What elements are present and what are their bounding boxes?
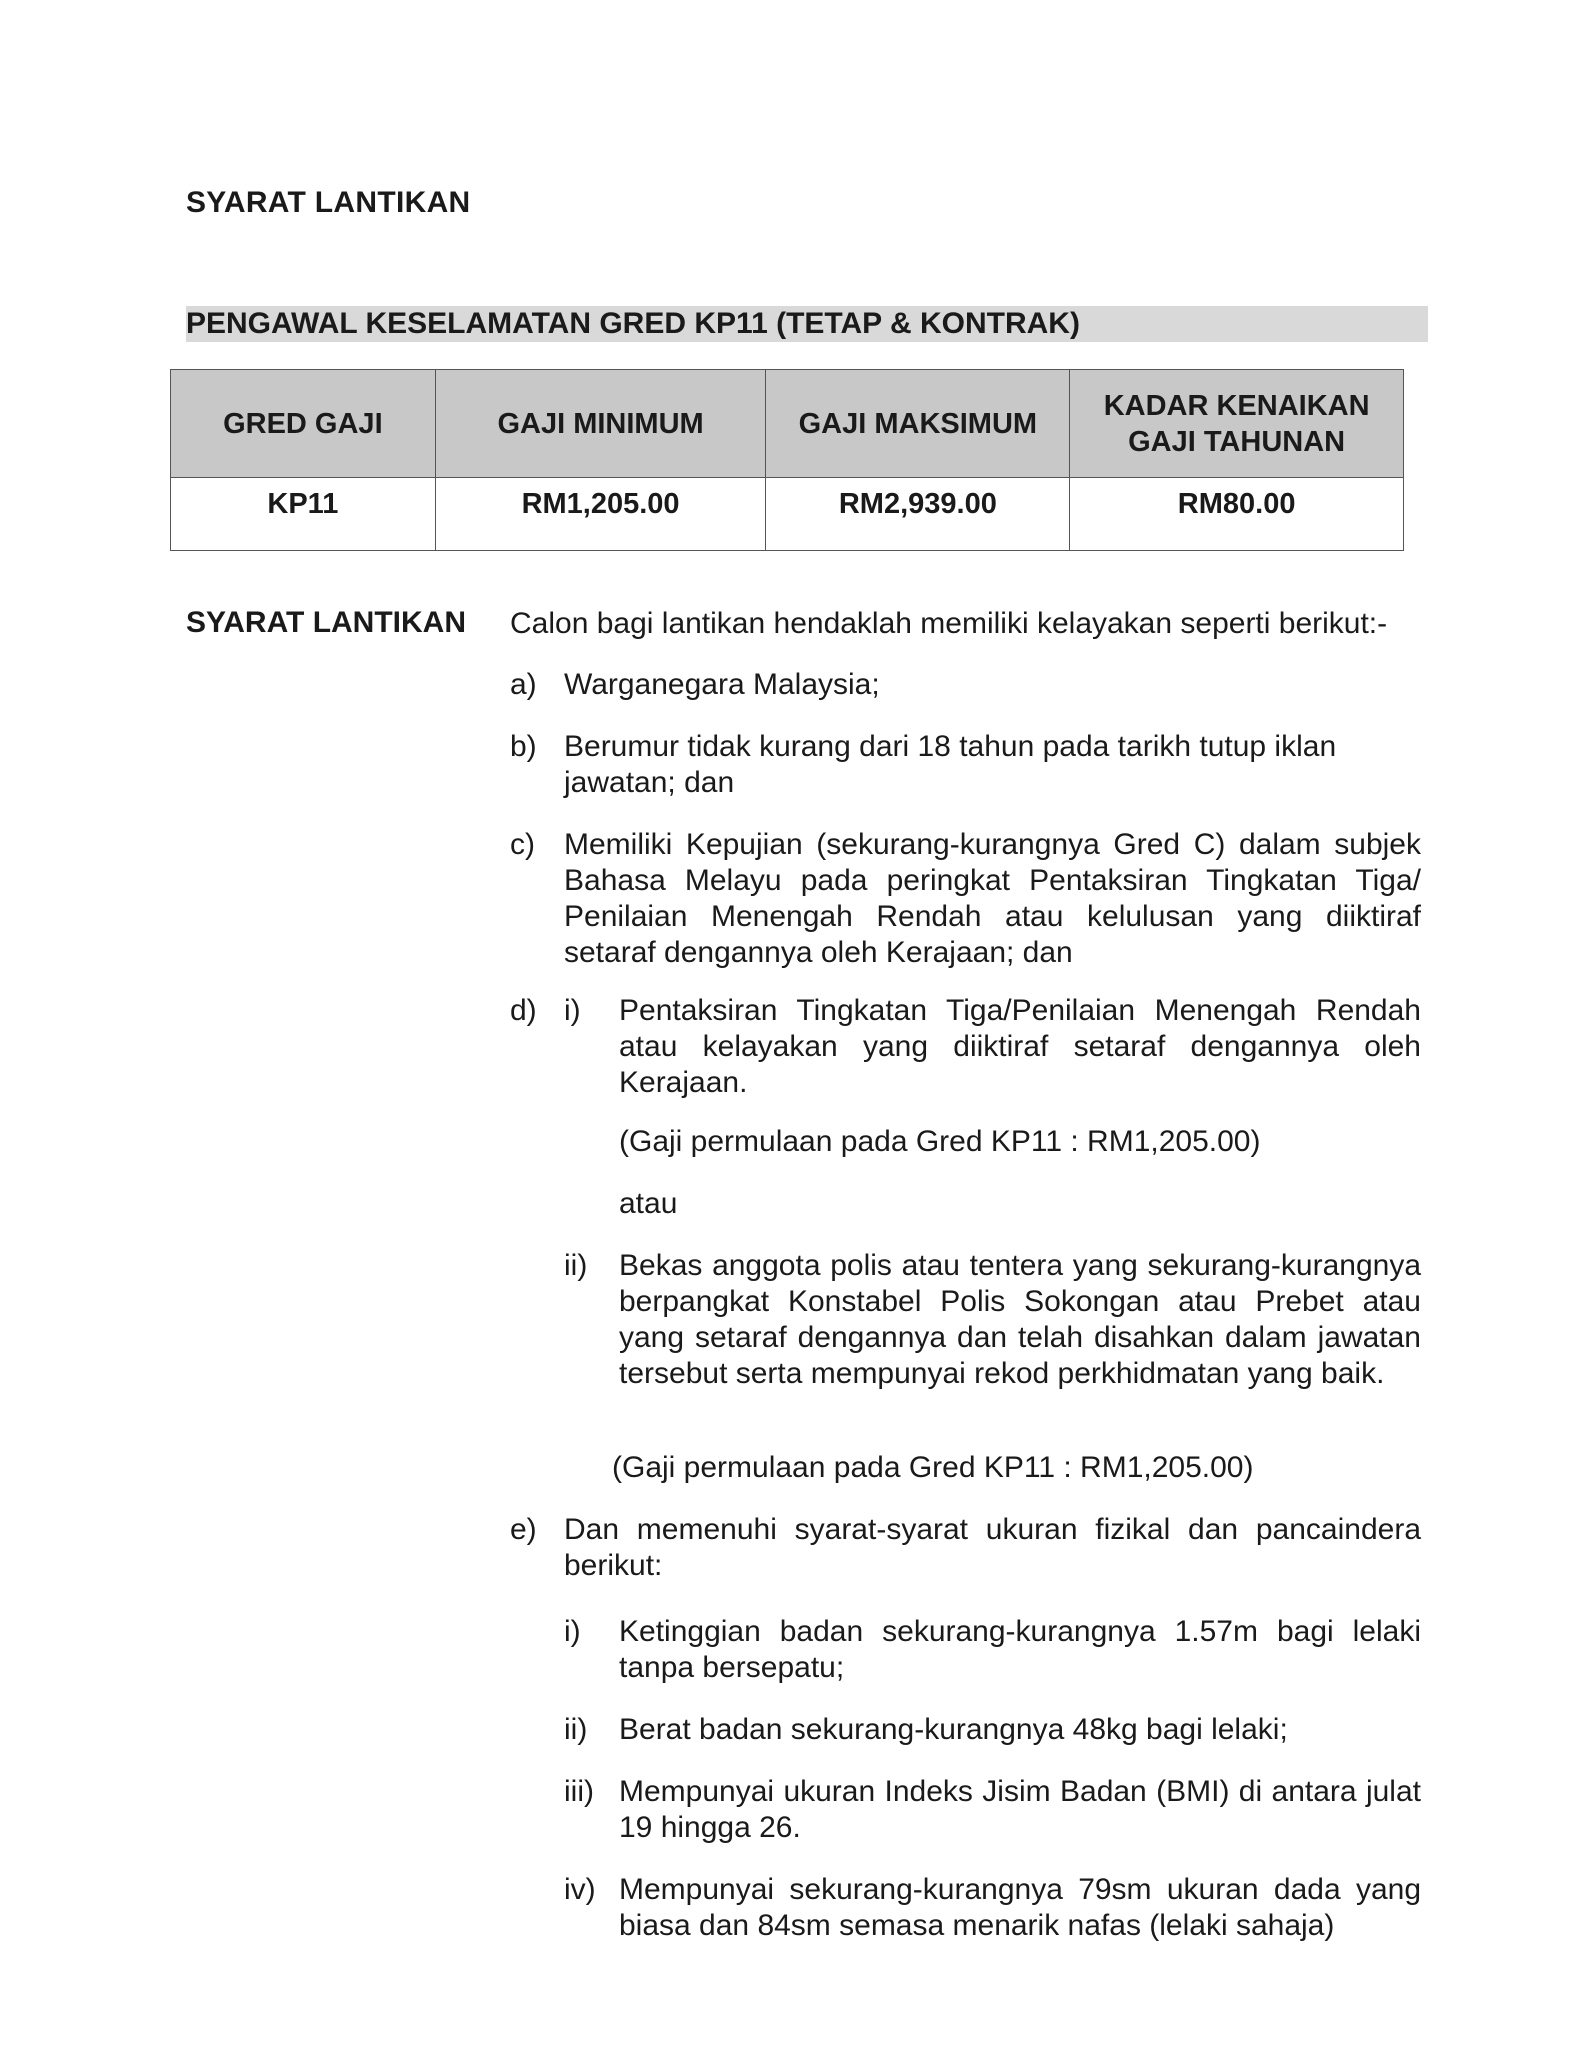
table-row <box>171 478 1404 551</box>
header-gred-gaji: GRED GAJI <box>171 370 436 478</box>
item-e-iv-marker: iv) <box>564 1873 596 1906</box>
item-d-marker: d) <box>510 994 537 1027</box>
header-gaji-maksimum: GAJI MAKSIMUM <box>766 370 1070 478</box>
item-d-ii-marker: ii) <box>564 1249 588 1282</box>
item-e-iii-text: Mempunyai ukuran Indeks Jisim Badan (BMI) di antara julat 19 hingga 26. <box>619 1775 1421 1844</box>
item-d-ii-text-line1 <box>612 1248 1421 1392</box>
item-c-marker: c) <box>510 828 535 861</box>
requirements-intro: Calon bagi lantikan hendaklah memiliki kelayakan seperti berikut:- <box>510 607 1388 640</box>
cell-gaji-minimum: RM1,205.00 <box>435 478 766 551</box>
item-d-i-text: Pentaksiran Tingkatan Tiga/Penilaian Menengah Rendah atau kelayakan yang diiktiraf setaraf dengannya oleh Kerajaan. <box>619 994 1421 1099</box>
item-d-ii-salary: (Gaji permulaan pada Gred KP11 : RM1,205.00) <box>612 1451 1254 1484</box>
document-title: SYARAT LANTIKAN <box>186 186 471 219</box>
item-e-iv-text: Mempunyai sekurang-kurangnya 79sm ukuran dada yang biasa dan 84sm semasa menarik nafas (lelaki sahaja) <box>619 1873 1421 1942</box>
item-e-marker: e) <box>510 1513 537 1546</box>
cell-gred: KP11 <box>171 478 436 551</box>
item-e-ii-text: Berat badan sekurang-kurangnya 48kg bagi lelaki; <box>619 1713 1288 1746</box>
position-title: PENGAWAL KESELAMATAN GRED KP11 (TETAP & KONTRAK) <box>186 307 1080 340</box>
cell-kadar-kenaikan: RM80.00 <box>1070 478 1404 551</box>
item-b-text: Berumur tidak kurang dari 18 tahun pada tarikh tutup iklan jawatan; dan <box>564 730 1337 799</box>
header-gaji-minimum: GAJI MINIMUM <box>435 370 766 478</box>
header-kadar-kenaikan: KADAR KENAIKAN GAJI TAHUNAN <box>1070 370 1404 478</box>
item-d-i-marker: i) <box>564 994 581 1027</box>
table-header-row <box>171 370 1404 478</box>
item-a-text: Warganegara Malaysia; <box>564 668 880 701</box>
cell-gaji-maksimum: RM2,939.00 <box>766 478 1070 551</box>
item-a-marker: a) <box>510 668 537 701</box>
item-e-iii-marker: iii) <box>564 1775 594 1808</box>
position-title-bar <box>186 306 1428 342</box>
item-e-ii-marker: ii) <box>564 1713 588 1746</box>
item-e-text: Dan memenuhi syarat-syarat ukuran fizikal dan pancaindera berikut: <box>564 1513 1421 1582</box>
item-b-marker: b) <box>510 730 537 763</box>
item-d-i-salary: (Gaji permulaan pada Gred KP11 : RM1,205.00) <box>619 1125 1261 1158</box>
item-d-or: atau <box>619 1187 678 1220</box>
item-d-ii-text: Bekas anggota polis atau tentera yang sekurang-kurangnya berpangkat Konstabel Polis Sokongan atau Prebet atau yang setaraf dengannya dan telah disahkan dalam jawatan tersebut serta mempunyai rekod perkhidmatan yang baik. <box>619 1249 1421 1390</box>
item-e-i-text: Ketinggian badan sekurang-kurangnya 1.57m bagi lelaki tanpa bersepatu; <box>619 1615 1421 1684</box>
salary-table <box>170 369 1404 551</box>
item-c-text: Memiliki Kepujian (sekurang-kurangnya Gred C) dalam subjek Bahasa Melayu pada peringkat Pentaksiran Tingkatan Tiga/ Penilaian Menengah Rendah atau kelulusan yang diiktiraf setaraf dengannya oleh Kerajaan; dan <box>564 828 1421 969</box>
item-e-i-marker: i) <box>564 1615 581 1648</box>
requirements-label: SYARAT LANTIKAN <box>186 606 467 639</box>
